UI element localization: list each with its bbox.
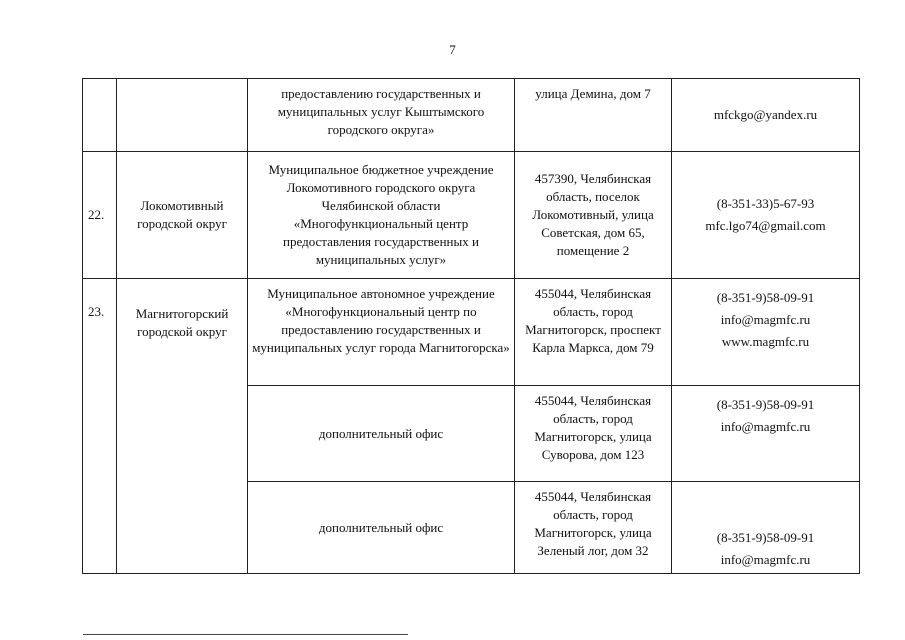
institution-cell: Муниципальное автономное учреждение «Многофункциональный центр по предоставлению государственных и муниципальных услуг города Магнитогорска» bbox=[248, 279, 515, 386]
mfc-table bbox=[82, 78, 860, 574]
contacts-cell bbox=[672, 152, 860, 279]
email-text: info@magmfc.ru bbox=[720, 552, 811, 567]
footer-divider bbox=[83, 634, 408, 635]
contacts-cell bbox=[672, 279, 860, 386]
contacts-cell bbox=[672, 386, 860, 482]
institution-cell: дополнительный офис bbox=[248, 386, 515, 482]
contacts-cell bbox=[672, 482, 860, 574]
row-number: 22. bbox=[83, 152, 117, 279]
table-row bbox=[83, 279, 860, 386]
district-cell bbox=[117, 79, 248, 152]
email-text: mfckgo@yandex.ru bbox=[713, 107, 818, 122]
institution-cell: предоставлению государственных и муниципальных услуг Кыштымского городского округа» bbox=[248, 79, 515, 152]
email-text: info@magmfc.ru bbox=[720, 419, 811, 434]
phone-text: (8-351-9)58-09-91 bbox=[716, 290, 815, 305]
address-cell: 455044, Челябинская область, город Магнитогорск, проспект Карла Маркса, дом 79 bbox=[515, 279, 672, 386]
institution-cell: дополнительный офис bbox=[248, 482, 515, 574]
email-text: info@magmfc.ru bbox=[720, 312, 811, 327]
phone-text: (8-351-33)5-67-93 bbox=[716, 196, 815, 211]
website-text: www.magmfc.ru bbox=[721, 334, 810, 349]
phone-text: (8-351-9)58-09-91 bbox=[716, 397, 815, 412]
table-row bbox=[83, 152, 860, 279]
institution-cell: Муниципальное бюджетное учреждение Локомотивного городского округа Челябинской области «Многофункциональный центр предоставления государственных и муниципальных услуг» bbox=[248, 152, 515, 279]
row-number bbox=[83, 79, 117, 152]
address-cell: улица Демина, дом 7 bbox=[515, 79, 672, 152]
address-cell: 455044, Челябинская область, город Магнитогорск, улица Суворова, дом 123 bbox=[515, 386, 672, 482]
email-text: mfc.lgo74@gmail.com bbox=[705, 218, 826, 233]
phone-text: (8-351-9)58-09-91 bbox=[716, 530, 815, 545]
address-cell: 457390, Челябинская область, поселок Локомотивный, улица Советская, дом 65, помещение 2 bbox=[515, 152, 672, 279]
district-cell: Локомотивный городской округ bbox=[117, 152, 248, 279]
page-number: 7 bbox=[449, 42, 456, 57]
address-cell: 455044, Челябинская область, город Магнитогорск, улица Зеленый лог, дом 32 bbox=[515, 482, 672, 574]
contacts-cell bbox=[672, 79, 860, 152]
district-cell: Магнитогорский городской округ bbox=[117, 279, 248, 574]
row-number: 23. bbox=[83, 279, 117, 574]
table-row bbox=[83, 79, 860, 152]
